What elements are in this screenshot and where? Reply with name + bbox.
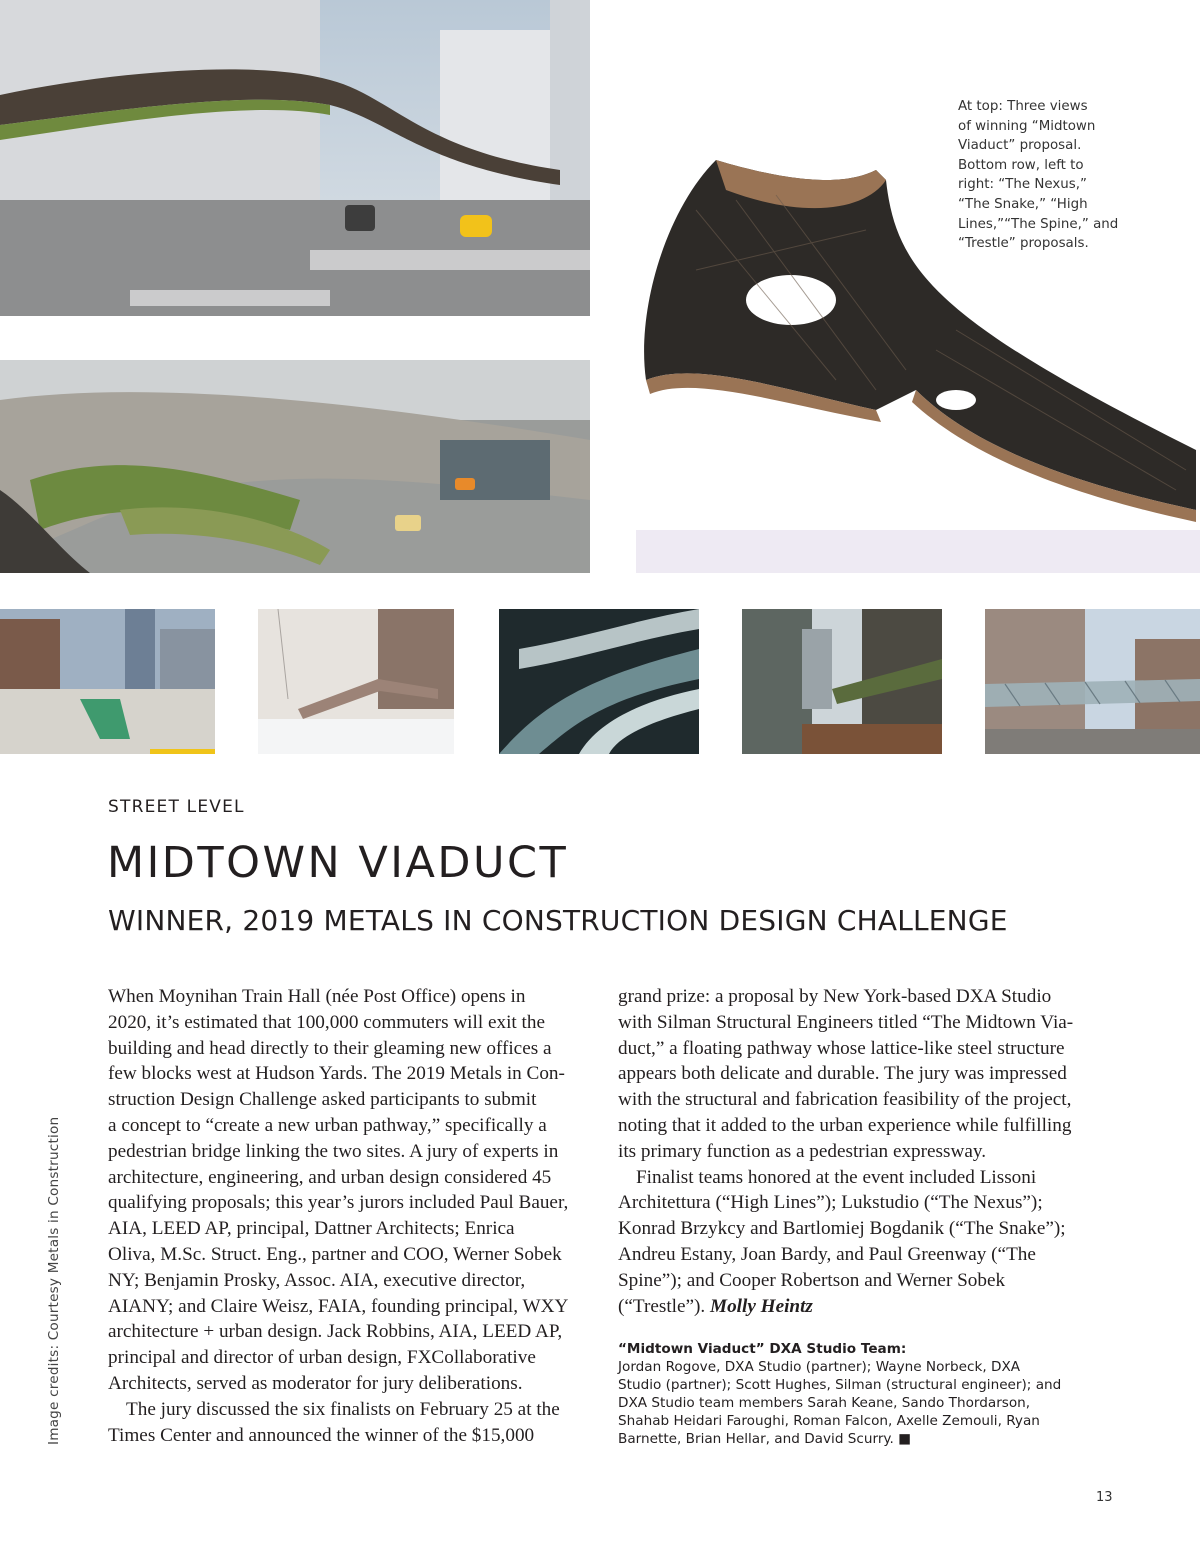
text-line	[618, 1294, 1118, 1320]
text-line: AIA, LEED AP, principal, Dattner Architects; Enrica	[108, 1218, 515, 1240]
text-line: its primary function as a pedestrian expressway.	[618, 1140, 987, 1162]
text-line: noting that it added to the urban experience while fulfilling	[618, 1114, 1072, 1136]
text-line: Oliva, M.Sc. Struct. Eng., partner and COO, Werner Sobek	[108, 1243, 562, 1265]
text-line: few blocks west at Hudson Yards. The 2019 Metals in Con-	[108, 1063, 565, 1085]
text-line: qualifying proposals; this year’s jurors included Paul Bauer,	[108, 1192, 569, 1214]
text-line: Spine”); and Cooper Robertson and Werner Sobek	[618, 1269, 1006, 1291]
text-line: When Moynihan Train Hall (née Post Office) opens in	[108, 986, 526, 1007]
text-line: Konrad Brzykcy and Bartlomiej Bogdanik (“The Snake”);	[618, 1218, 1066, 1240]
text-line: duct,” a floating pathway whose lattice-like steel structure	[618, 1037, 1065, 1059]
article-title: MIDTOWN VIADUCT	[107, 838, 569, 888]
team-line: Shahab Heidari Faroughi, Roman Falcon, Axelle Zemouli, Ryan	[618, 1413, 1040, 1429]
team-line: Jordan Rogove, DXA Studio (partner); Wayne Norbeck, DXA	[618, 1359, 1021, 1375]
the-nexus-thumbnail	[0, 609, 215, 754]
team-credits	[618, 1340, 1118, 1448]
text-line: Architettura (“High Lines”); Lukstudio (“The Nexus”);	[618, 1192, 1043, 1214]
text-line: Architects, served as moderator for jury deliberations.	[108, 1372, 523, 1394]
body-paragraph	[108, 984, 588, 1397]
end-mark-icon: ■	[898, 1431, 912, 1447]
team-line: Studio (partner); Scott Hughes, Silman (structural engineer); and	[618, 1377, 1062, 1393]
team-line	[618, 1430, 1118, 1448]
text-line: appears both delicate and durable. The jury was impressed	[618, 1063, 1067, 1085]
the-snake-thumbnail	[258, 609, 454, 754]
trestle-thumbnail	[985, 609, 1200, 754]
viaduct-aerial-rendering	[0, 360, 590, 573]
author-byline: Molly Heintz	[710, 1295, 813, 1317]
body-paragraph	[618, 984, 1118, 1165]
text-line: building and head directly to their gleaming new offices a	[108, 1037, 552, 1059]
photo-caption: At top: Three views of winning “Midtown Viaduct” proposal. Bottom row, left to right: “The Nexus,” “The Snake,” “High Lines,”“The Spine,” and “Trestle” proposals.	[958, 99, 1119, 252]
the-spine-thumbnail	[742, 609, 942, 754]
high-lines-thumbnail	[499, 609, 699, 754]
body-paragraph	[618, 1165, 1118, 1320]
text-line: pedestrian bridge linking the two sites. A jury of experts in	[108, 1140, 559, 1162]
text-line: The jury discussed the six finalists on February 25 at the	[126, 1398, 560, 1420]
text-fragment: (“Trestle”).	[618, 1295, 706, 1317]
body-paragraph	[108, 1397, 588, 1449]
page-number: 13	[1096, 1490, 1113, 1505]
body-column-left	[108, 984, 588, 1448]
text-line: 2020, it’s estimated that 100,000 commuters will exit the	[108, 1011, 545, 1033]
text-line: NY; Benjamin Prosky, Assoc. AIA, executive director,	[108, 1269, 526, 1291]
text-line: a concept to “create a new urban pathway,” specifically a	[108, 1114, 547, 1136]
section-label: STREET LEVEL	[108, 797, 245, 817]
text-line: architecture, engineering, and urban design considered 45	[108, 1166, 552, 1188]
body-column-right	[618, 984, 1118, 1319]
viaduct-street-rendering	[0, 0, 590, 316]
team-line: DXA Studio team members Sarah Keane, Sando Thordarson,	[618, 1395, 1031, 1411]
text-line: with the structural and fabrication feasibility of the project,	[618, 1089, 1072, 1111]
text-line: architecture + urban design. Jack Robbins, AIA, LEED AP,	[108, 1321, 563, 1343]
article-subtitle: WINNER, 2019 METALS IN CONSTRUCTION DESIGN CHALLENGE	[108, 904, 1008, 937]
text-line: Finalist teams honored at the event included Lissoni	[636, 1166, 1037, 1188]
text-line: AIANY; and Claire Weisz, FAIA, founding principal, WXY	[108, 1295, 569, 1317]
text-line: with Silman Structural Engineers titled “The Midtown Via-	[618, 1011, 1074, 1033]
team-last-line: Barnette, Brian Hellar, and David Scurry.	[618, 1431, 894, 1447]
text-line: principal and director of urban design, FXCollaborative	[108, 1347, 536, 1369]
text-line: grand prize: a proposal by New York-based DXA Studio	[618, 986, 1052, 1007]
text-line: struction Design Challenge asked participants to submit	[108, 1089, 537, 1111]
team-heading: “Midtown Viaduct” DXA Studio Team:	[618, 1341, 907, 1357]
text-line: Andreu Estany, Joan Bardy, and Paul Greenway (“The	[618, 1243, 1036, 1265]
image-credit: Image credits: Courtesy Metals in Construction	[46, 1116, 62, 1445]
text-line: Times Center and announced the winner of the $15,000	[108, 1424, 535, 1446]
